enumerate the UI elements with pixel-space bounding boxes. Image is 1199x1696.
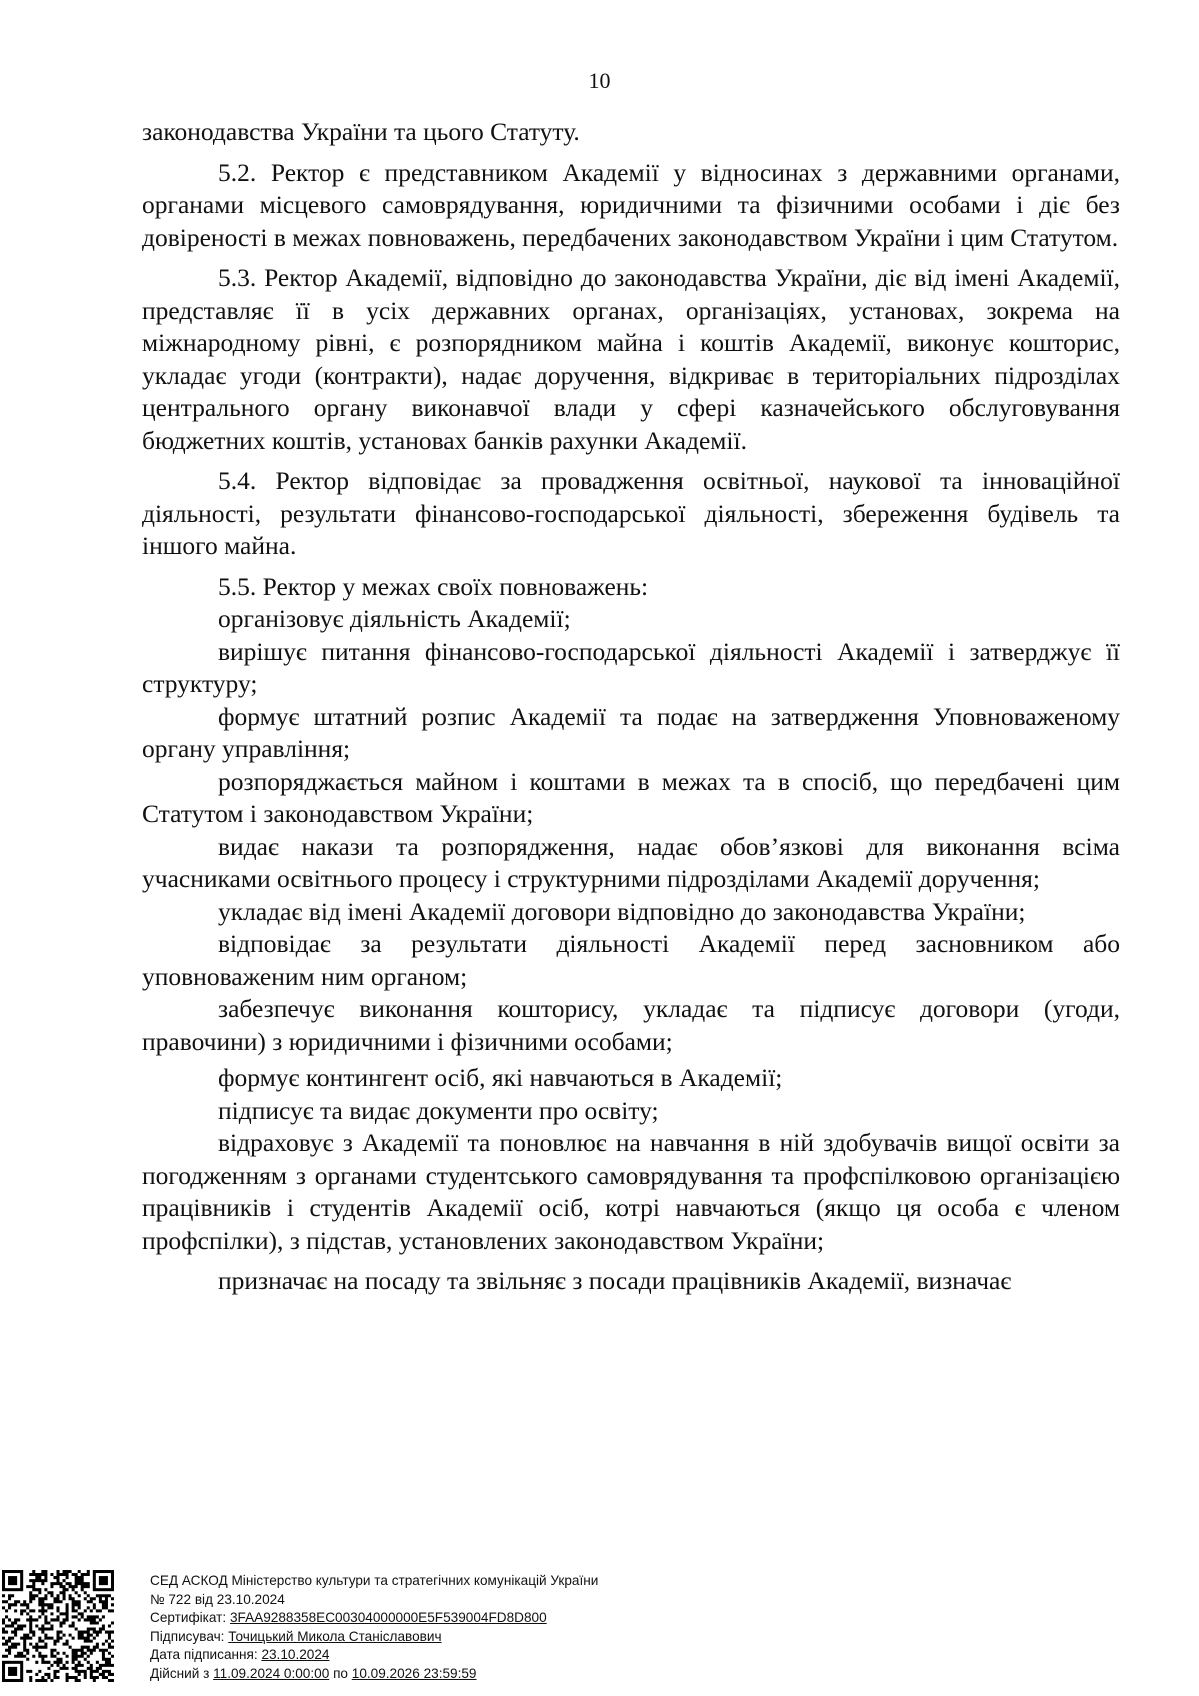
stamp-valid-label: Дійсний з (150, 1665, 210, 1681)
list-item: забезпечує виконання кошторису, укладає та підписує договори (угоди, правочини) з юридичними і фізичними особами; (142, 994, 1120, 1056)
stamp-signer-value: Точицький Микола Станіславович (228, 1628, 442, 1644)
page-number: 10 (588, 68, 611, 93)
list-item: організовує діяльність Академії; (218, 604, 571, 633)
list-item: формує штатний розпис Академії та подає на затвердження Уповноваженому органу управління; (142, 701, 1120, 763)
stamp-line-signer (150, 1628, 598, 1647)
stamp-valid-to: 10.09.2026 23:59:59 (351, 1665, 477, 1681)
list-item: підписує та видає документи про освіту; (218, 1095, 659, 1125)
stamp-valid-from: 11.09.2024 0:00:00 (213, 1665, 330, 1681)
paragraph-5-5: 5.5. Ректор у межах своїх повноважень: (218, 571, 649, 601)
e-signature-stamp (150, 1572, 598, 1684)
stamp-line-certificate (150, 1609, 598, 1628)
list-item: вирішує питання фінансово-господарської діяльності Академії і затверджує її структуру; (142, 636, 1120, 698)
list-item: відповідає за результати діяльності Академії перед засновником або уповноваженим ним органом; (142, 929, 1120, 991)
list-item: видає накази та розпорядження, надає обов’язкові для виконання всіма учасниками освітнього процесу і структурними підрозділами Академії доручення; (142, 831, 1120, 893)
document-body (142, 116, 1120, 1298)
stamp-system: СЕД АСКОД (150, 1573, 228, 1588)
list-item: розпоряджається майном і коштами в межах та в спосіб, що передбачені цим Статутом і законодавством України; (142, 766, 1120, 828)
stamp-date-label: Дата підписання: (150, 1647, 258, 1663)
stamp-registration: № 722 від 23.10.2024 (150, 1591, 285, 1607)
paragraph-5-4: 5.4. Ректор відповідає за провадження освітньої, наукової та інноваційної діяльності, результати фінансово-господарської діяльності, збереження будівель та іншого майна. (142, 466, 1120, 560)
qr-code-icon (2, 1570, 114, 1682)
stamp-signer-label: Підписувач: (150, 1628, 225, 1644)
list-item: формує контингент осіб, які навчаються в Академії; (218, 1063, 783, 1092)
signature-stamp-footer (0, 1570, 1199, 1696)
stamp-line-system (150, 1572, 598, 1591)
stamp-cert-value: 3FAA9288358EC00304000000E5F539004FD8D800 (229, 1610, 547, 1626)
stamp-valid-mid: по (333, 1665, 348, 1681)
stamp-line-date (150, 1646, 598, 1665)
stamp-line-validity (150, 1665, 598, 1684)
paragraph-5-3: 5.3. Ректор Академії, відповідно до законодавства України, діє від імені Академії, представляє її в усіх державних органах, організаціях, установах, зокрема на міжнародному рівні, є розпорядником майна і коштів Академії, виконує кошторис, укладає угоди (контракти), надає доручення, відкриває в територіальних підрозділах центрального органу виконавчої влади у сфері казначейського обслуговування бюджетних коштів, установах банків рахунки Академії. (142, 263, 1120, 455)
stamp-cert-label: Сертифікат: (150, 1610, 227, 1626)
list-item: укладає від імені Академії договори відповідно до законодавства України; (218, 896, 1026, 926)
stamp-ministry: Міністерство культури та стратегічних комунікацій України (231, 1573, 599, 1588)
list-item: призначає на посаду та звільняє з посади працівників Академії, визначає (218, 1266, 1012, 1295)
paragraph-5-2: 5.2. Ректор є представником Академії у відносинах з державними органами, органами місцевого самоврядування, юридичними та фізичними особами і діє без довіреності в межах повноважень, передбачених законодавством України і цим Статутом. (142, 157, 1120, 252)
stamp-date-value: 23.10.2024 (261, 1647, 330, 1663)
list-item: відраховує з Академії та поновлює на навчання в ній здобувачів вищої освіти за погодженням з органами студентського самоврядування та профспілковою організацією працівників і студентів Академії осіб, котрі навчаються (якщо ця особа є членом профспілки), з підстав, установлених законодавством України; (142, 1128, 1120, 1255)
paragraph: законодавства України та цього Статуту. (142, 117, 580, 146)
